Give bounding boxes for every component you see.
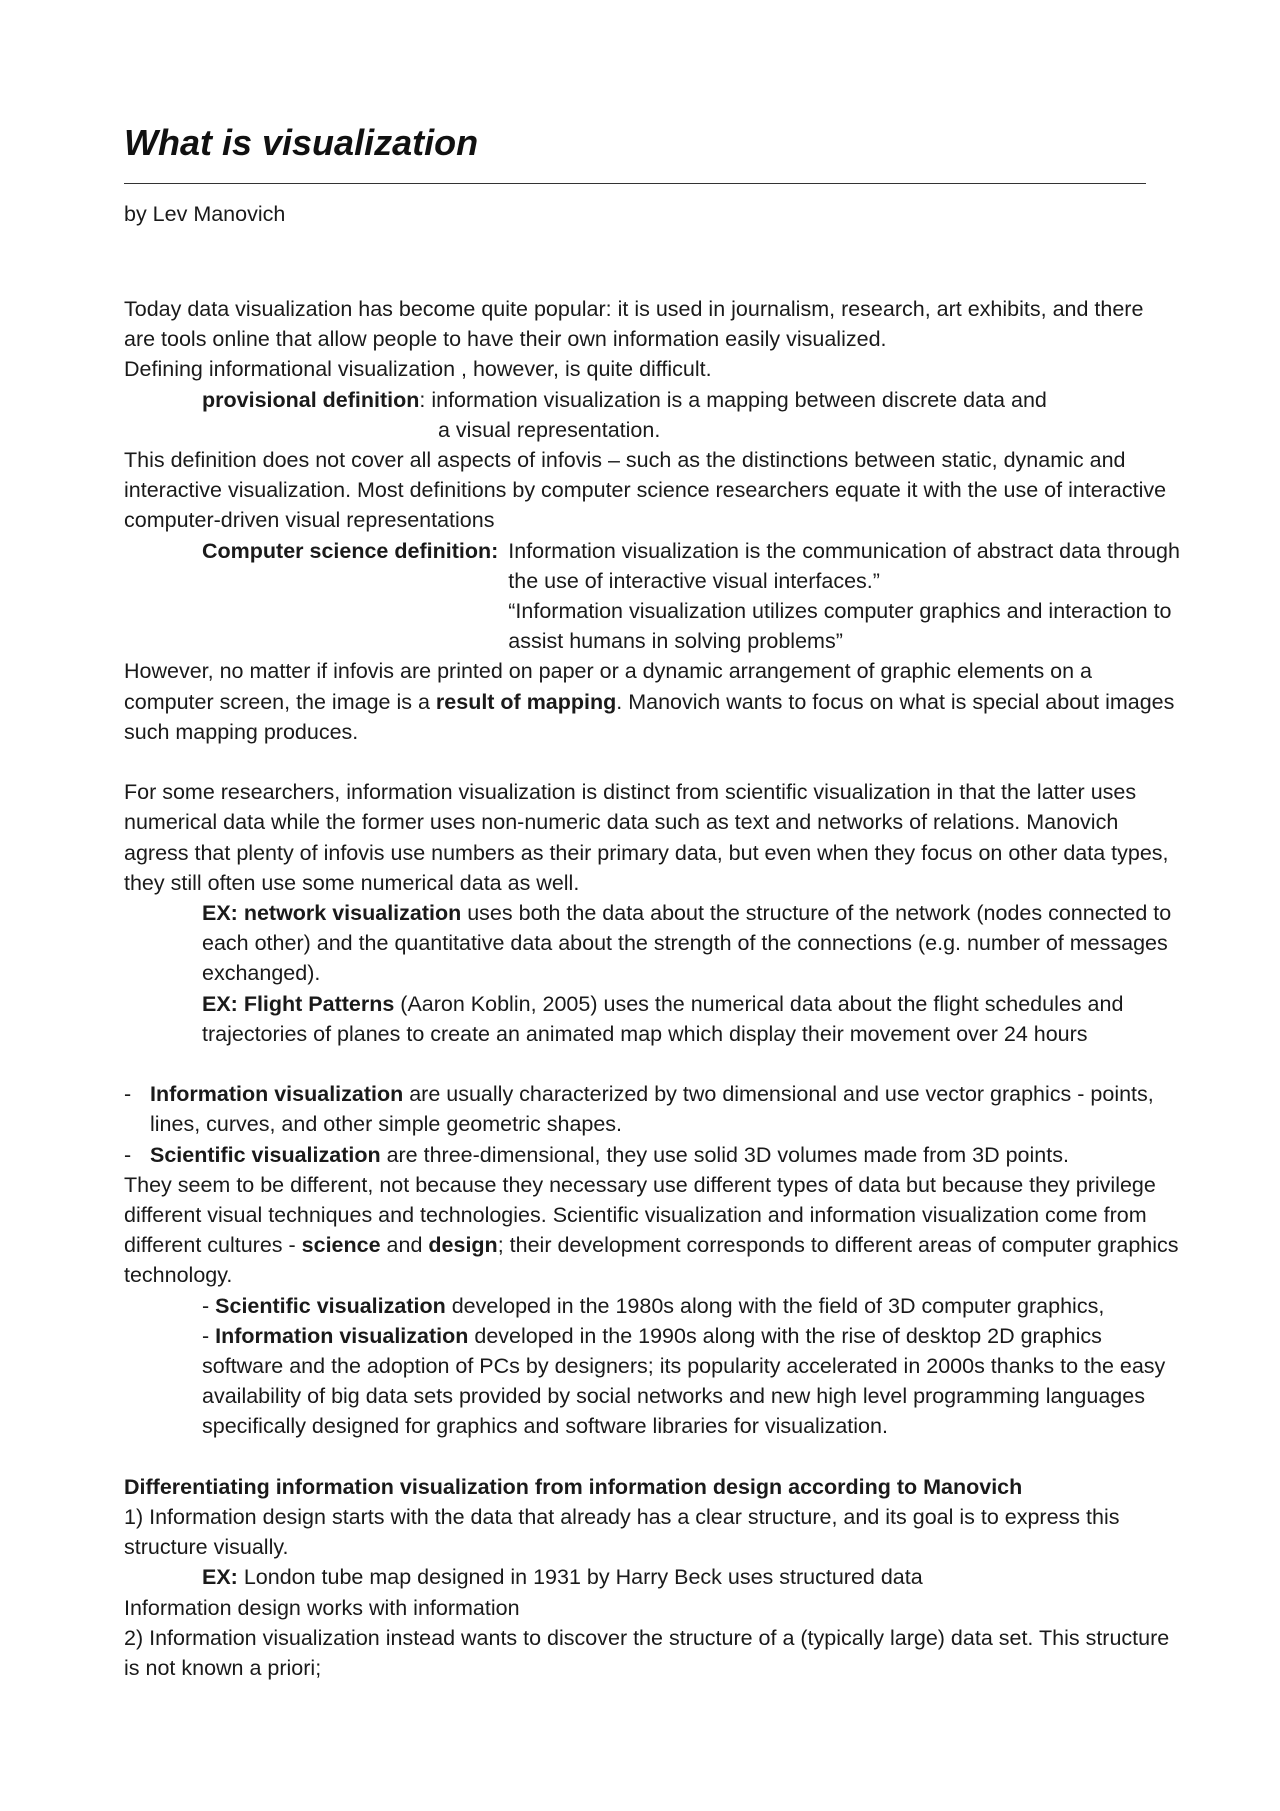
title-underline bbox=[124, 183, 1146, 184]
intro-paragraph: Today data visualization has become quite popular: it is used in journalism, research, art exhibits, and there are tools online that allow people to have their own information easily visualized. bbox=[124, 297, 1144, 352]
example-flight-text: (Aaron Koblin, 2005) uses the numerical data about the flight schedules and trajectories of planes to create an animated map which display their movement over 24 hours bbox=[202, 991, 1124, 1046]
science-bold: science bbox=[301, 1233, 381, 1258]
cs-definition-quote-2: “Information visualization utilizes computer graphics and interaction to assist humans in solving problems” bbox=[508, 599, 1172, 654]
section-heading: Differentiating information visualization from information design according to Manovich bbox=[124, 1474, 1023, 1499]
author-line: by Lev Manovich bbox=[124, 202, 286, 226]
list-item-infovis-text: Information visualization are usually characterized by two dimensional and use vector graphics - points, lines, curves, and other simple geometric shapes. bbox=[150, 1082, 1154, 1137]
mapping-bold: result of mapping bbox=[435, 689, 617, 714]
numbered-item-1: 1) Information design starts with the data that already has a clear structure, and its goal is to express this structure visually. bbox=[124, 1505, 1120, 1560]
dash-bullet: - bbox=[124, 1082, 132, 1107]
mapping-text-c: . Manovich wants to focus on what is special about images such mapping produces. bbox=[124, 689, 1175, 744]
list-item-scivis-label: Scientific visualization bbox=[150, 1142, 381, 1167]
list-item-infovis-label: Information visualization bbox=[150, 1082, 404, 1107]
example-tube-map-label: EX: bbox=[202, 1565, 238, 1590]
history-infovis-label: Information visualization bbox=[215, 1323, 469, 1348]
mapping-paragraph bbox=[124, 656, 1180, 747]
spacer bbox=[124, 747, 1180, 777]
page-title: What is visualization bbox=[124, 122, 479, 163]
provisional-text-continued: a visual representation. bbox=[438, 417, 661, 442]
provisional-text: : information visualization is a mapping between discrete data and bbox=[419, 387, 1047, 412]
spacer bbox=[124, 1049, 1180, 1079]
dash-bullet: - bbox=[124, 1142, 132, 1167]
example-network-text: uses both the data about the structure of the network (nodes connected to each other) and the quantitative data about the strength of the connections (e.g. number of messages exchanged). bbox=[202, 901, 1172, 986]
spacer bbox=[124, 1442, 1180, 1472]
researchers-paragraph: For some researchers, information visualization is distinct from scientific visualization in that the latter uses numerical data while the former uses non-numeric data such as text and networks of relations. Manovich agress that plenty of infovis use numbers as their primary data, but even when they focus on other data types, they still often use some numerical data as well. bbox=[124, 780, 1169, 895]
example-network bbox=[124, 898, 1180, 989]
example-tube-map: EX: London tube map designed in 1931 by Harry Beck uses structured data bbox=[202, 1565, 923, 1590]
cs-definition bbox=[124, 536, 1180, 657]
example-flight-label: EX: Flight Patterns bbox=[202, 991, 395, 1016]
history-scivis-label: Scientific visualization bbox=[215, 1293, 446, 1318]
history-infovis: - Information visualization developed in the 1990s along with the rise of desktop 2D graphics software and the adoption of PCs by designers; its popularity accelerated in 2000s thanks to the easy availability of big data sets provided by social networks and new high level programming languages specifically designed for graphics and software libraries for visualization. bbox=[202, 1323, 1166, 1439]
cs-definition-text bbox=[508, 536, 1180, 657]
list-item-infovis bbox=[124, 1079, 1180, 1139]
list-item-scivis bbox=[124, 1140, 1180, 1170]
provisional-label: provisional definition bbox=[202, 387, 420, 412]
information-design-line: Information design works with information bbox=[124, 1595, 520, 1620]
cultures-paragraph: They seem to be different, not because they necessary use different types of data but because they privilege different visual techniques and technologies. Scientific visualization and information visualization come from different cultures - science and design; their development corresponds to different areas of computer graphics technology. bbox=[124, 1172, 1179, 1288]
definition-coverage-paragraph: This definition does not cover all aspects of infovis – such as the distinctions between static, dynamic and interactive visualization. Most definitions by computer science researchers equate it with the use of interactive computer-driven visual representations bbox=[124, 448, 1167, 533]
example-flight bbox=[124, 989, 1180, 1049]
list-item-scivis-text: Scientific visualization are three-dimensional, they use solid 3D volumes made from 3D points. bbox=[150, 1142, 1069, 1167]
history-scivis: - Scientific visualization developed in the 1980s along with the field of 3D computer graphics, bbox=[202, 1293, 1105, 1318]
numbered-item-2: 2) Information visualization instead wants to discover the structure of a (typically large) data set. This structure is not known a priori; bbox=[124, 1625, 1170, 1681]
example-network-label: EX: network visualization bbox=[202, 901, 462, 926]
document-body bbox=[124, 294, 1180, 1683]
definition-difficulty: Defining informational visualization , however, is quite difficult. bbox=[124, 357, 712, 382]
cs-definition-quote-1: Information visualization is the communication of abstract data through the use of interactive visual interfaces.” bbox=[508, 538, 1180, 593]
cs-definition-label: Computer science definition: bbox=[202, 538, 499, 563]
provisional-definition bbox=[124, 385, 1180, 415]
mapping-text-a: However, no matter if infovis are printed on paper or a dynamic arrangement of graphic elements on a computer screen, the image is a bbox=[124, 659, 1093, 714]
design-bold: design bbox=[428, 1233, 498, 1258]
